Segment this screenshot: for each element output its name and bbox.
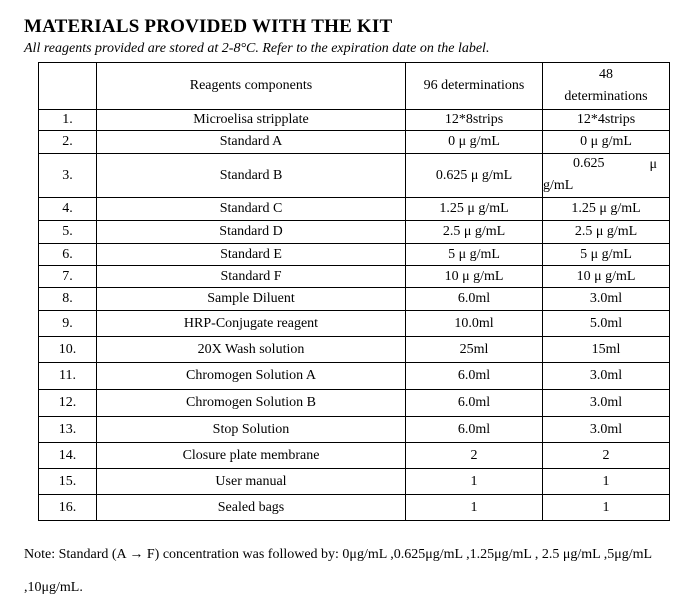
header-48 — [543, 63, 670, 110]
row-48: 1.25 μ g/mL — [543, 198, 670, 221]
table-row — [39, 311, 670, 337]
row-48-line1: 0.625 — [573, 156, 605, 171]
row-48: 3.0ml — [543, 417, 670, 443]
row-48: 5 μ g/mL — [543, 244, 670, 266]
row-number: 9. — [39, 311, 97, 337]
table-row — [39, 495, 670, 521]
header-96: 96 determinations — [406, 63, 543, 110]
page-title: MATERIALS PROVIDED WITH THE KIT — [24, 16, 393, 37]
row-48: 1 — [543, 469, 670, 495]
row-number: 6. — [39, 244, 97, 266]
row-reagent: Standard F — [97, 266, 406, 288]
table-row — [39, 363, 670, 390]
row-96: 6.0ml — [406, 288, 543, 311]
row-48-line2: g/mL — [543, 178, 574, 193]
table-row — [39, 390, 670, 417]
table-row — [39, 221, 670, 244]
row-48: 2 — [543, 443, 670, 469]
row-96: 1 — [406, 495, 543, 521]
table-row — [39, 131, 670, 154]
reagents-table — [38, 62, 670, 521]
row-reagent: Standard B — [97, 154, 406, 198]
row-number: 3. — [39, 154, 97, 198]
row-48-mu: μ — [649, 157, 657, 172]
row-96: 10.0ml — [406, 311, 543, 337]
row-48: 2.5 μ g/mL — [543, 221, 670, 244]
row-number: 7. — [39, 266, 97, 288]
table-row — [39, 154, 670, 198]
row-reagent: Standard C — [97, 198, 406, 221]
row-48: 0 μ g/mL — [543, 131, 670, 154]
row-96: 6.0ml — [406, 363, 543, 390]
row-number: 10. — [39, 337, 97, 363]
table-row — [39, 443, 670, 469]
row-48: 5.0ml — [543, 311, 670, 337]
concentration-note: Note: Standard (A → F) concentration was followed by: 0μg/mL ,0.625μg/mL ,1.25μg/mL , 2.5 μg/mL ,5μg/mL ,10μg/mL. — [24, 547, 652, 595]
table-row — [39, 417, 670, 443]
row-number: 12. — [39, 390, 97, 417]
row-48: 15ml — [543, 337, 670, 363]
row-96: 1.25 μ g/mL — [406, 198, 543, 221]
row-96: 6.0ml — [406, 390, 543, 417]
table-row — [39, 288, 670, 311]
row-96: 1 — [406, 469, 543, 495]
row-number: 16. — [39, 495, 97, 521]
row-number: 2. — [39, 131, 97, 154]
table-row — [39, 110, 670, 131]
row-number: 14. — [39, 443, 97, 469]
table-row — [39, 337, 670, 363]
row-reagent: Chromogen Solution B — [97, 390, 406, 417]
table-row — [39, 244, 670, 266]
row-reagent: Sample Diluent — [97, 288, 406, 311]
header-reagents: Reagents components — [97, 63, 406, 110]
row-48: 12*4strips — [543, 110, 670, 131]
row-96: 10 μ g/mL — [406, 266, 543, 288]
row-number: 5. — [39, 221, 97, 244]
row-96: 6.0ml — [406, 417, 543, 443]
row-reagent: User manual — [97, 469, 406, 495]
table-header-row — [39, 63, 670, 110]
row-reagent: Closure plate membrane — [97, 443, 406, 469]
row-number: 11. — [39, 363, 97, 390]
storage-note: All reagents provided are stored at 2-8°C. Refer to the expiration date on the label. — [24, 41, 490, 56]
row-reagent: 20X Wash solution — [97, 337, 406, 363]
row-96: 2.5 μ g/mL — [406, 221, 543, 244]
row-reagent: Stop Solution — [97, 417, 406, 443]
row-96: 5 μ g/mL — [406, 244, 543, 266]
row-48: 3.0ml — [543, 390, 670, 417]
header-48-line1: 48 — [599, 67, 613, 82]
header-48-line2: determinations — [564, 89, 648, 104]
row-reagent: Standard D — [97, 221, 406, 244]
row-number: 8. — [39, 288, 97, 311]
row-48: 10 μ g/mL — [543, 266, 670, 288]
header-number — [39, 63, 97, 110]
table-row — [39, 266, 670, 288]
row-reagent: Chromogen Solution A — [97, 363, 406, 390]
row-96: 12*8strips — [406, 110, 543, 131]
row-reagent: Standard A — [97, 131, 406, 154]
row-number: 13. — [39, 417, 97, 443]
table-row — [39, 469, 670, 495]
row-96: 2 — [406, 443, 543, 469]
row-96: 25ml — [406, 337, 543, 363]
row-48: 3.0ml — [543, 288, 670, 311]
row-number: 15. — [39, 469, 97, 495]
row-48 — [543, 154, 670, 198]
row-number: 4. — [39, 198, 97, 221]
row-48: 3.0ml — [543, 363, 670, 390]
row-96: 0.625 μ g/mL — [406, 154, 543, 198]
row-number: 1. — [39, 110, 97, 131]
row-reagent: Sealed bags — [97, 495, 406, 521]
table-row — [39, 198, 670, 221]
row-48: 1 — [543, 495, 670, 521]
row-reagent: Microelisa stripplate — [97, 110, 406, 131]
row-96: 0 μ g/mL — [406, 131, 543, 154]
row-reagent: HRP-Conjugate reagent — [97, 311, 406, 337]
row-reagent: Standard E — [97, 244, 406, 266]
